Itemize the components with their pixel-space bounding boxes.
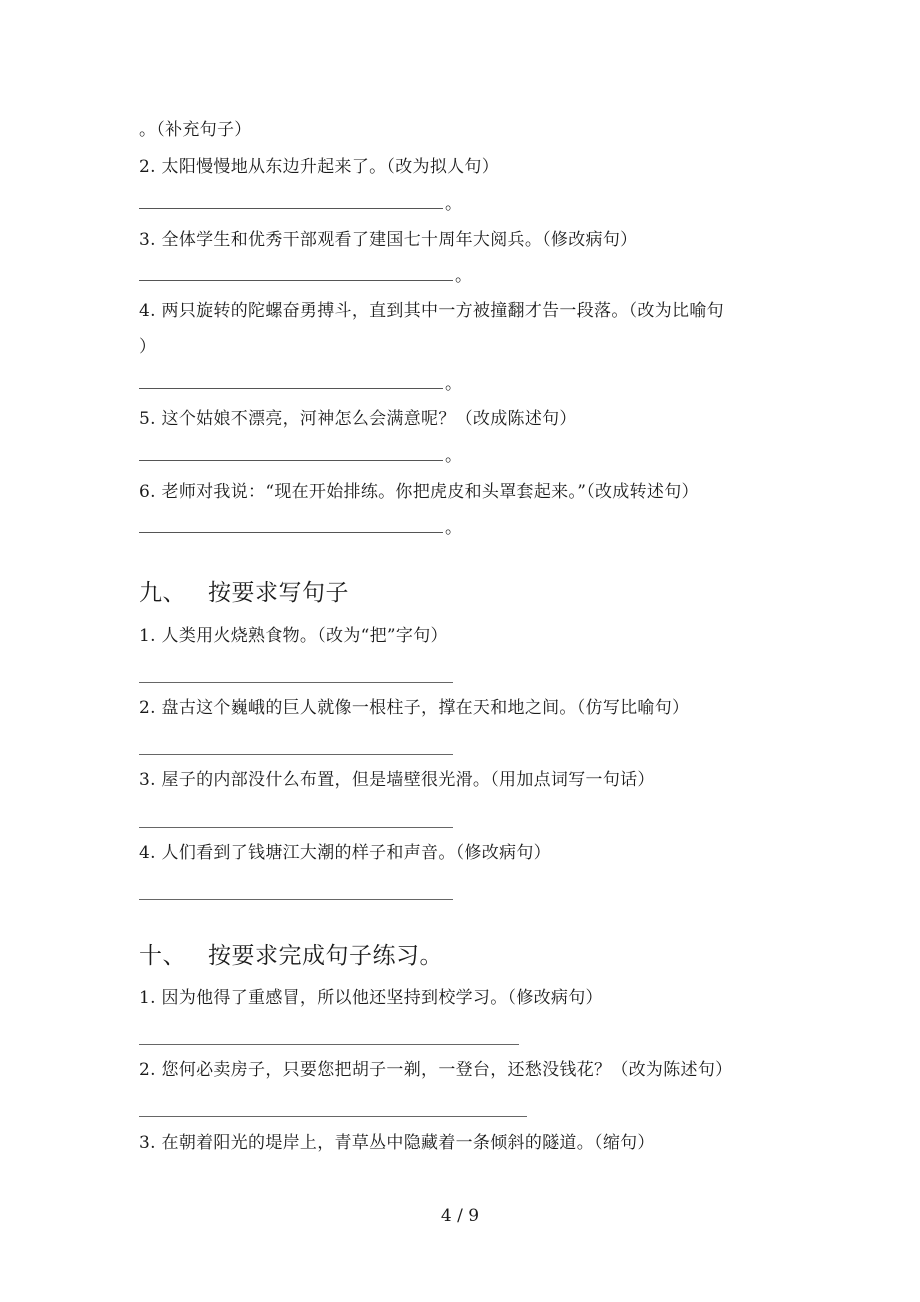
- answer-line-2[interactable]: [139, 192, 462, 216]
- section-title: 按要求完成句子练习。: [208, 943, 443, 969]
- answer-blank-9-2[interactable]: [139, 754, 453, 755]
- question-9-1: 1. 人类用火烧熟食物。（改为“把”字句）: [139, 626, 448, 646]
- question-4: 4. 两只旋转的陀螺奋勇搏斗，直到其中一方被撞翻才告一段落。（改为比喻句: [139, 301, 724, 321]
- section-title: 按要求写句子: [208, 580, 349, 606]
- question-4-wrap: ）: [139, 337, 157, 357]
- answer-line-5[interactable]: [139, 444, 462, 468]
- answer-period: 。: [445, 194, 462, 214]
- section-number: 九、: [139, 580, 186, 606]
- question-9-2: 2. 盘古这个巍峨的巨人就像一根柱子，撑在天和地之间。（仿写比喻句）: [139, 698, 690, 718]
- question-9-3: 3. 屋子的内部没什么布置，但是墙壁很光滑。（用加点词写一句话）: [139, 770, 655, 790]
- answer-blank-9-4[interactable]: [139, 899, 453, 900]
- answer-blank-10-1[interactable]: [139, 1044, 519, 1045]
- answer-blank-9-1[interactable]: [139, 682, 453, 683]
- answer-blank-10-2[interactable]: [139, 1116, 527, 1117]
- question-10-2: 2. 您何必卖房子，只要您把胡子一剃，一登台，还愁没钱花？（改为陈述句）: [139, 1060, 733, 1080]
- question-9-4: 4. 人们看到了钱塘江大潮的样子和声音。（修改病句）: [139, 843, 551, 863]
- answer-blank-9-3[interactable]: [139, 827, 453, 828]
- question-3: 3. 全体学生和优秀干部观看了建国七十周年大阅兵。（修改病句）: [139, 230, 638, 250]
- answer-line-4[interactable]: [139, 372, 462, 396]
- answer-rule: [139, 372, 443, 389]
- answer-period: 。: [445, 518, 462, 538]
- question-10-3: 3. 在朝着阳光的堤岸上，青草丛中隐藏着一条倾斜的隧道。（缩句）: [139, 1133, 655, 1153]
- question-6: 6. 老师对我说：“现在开始排练。你把虎皮和头罩套起来。”（改成转述句）: [139, 482, 699, 502]
- question-2: 2. 太阳慢慢地从东边升起来了。（改为拟人句）: [139, 157, 500, 177]
- answer-rule: [139, 192, 443, 209]
- section-heading-9: [139, 578, 349, 608]
- question-continuation: 。（补充句子）: [139, 120, 252, 140]
- answer-period: 。: [455, 266, 472, 286]
- answer-rule: [139, 444, 443, 461]
- page-number: 4 / 9: [440, 1206, 480, 1226]
- answer-line-6[interactable]: [139, 516, 462, 540]
- section-number: 十、: [139, 943, 186, 969]
- answer-line-3[interactable]: [139, 264, 472, 288]
- answer-rule: [139, 516, 443, 533]
- answer-period: 。: [445, 374, 462, 394]
- answer-period: 。: [445, 446, 462, 466]
- section-heading-10: [139, 941, 443, 971]
- question-5: 5. 这个姑娘不漂亮，河神怎么会满意呢？（改成陈述句）: [139, 409, 577, 429]
- answer-rule: [139, 264, 453, 281]
- question-10-1: 1. 因为他得了重感冒，所以他还坚持到校学习。（修改病句）: [139, 988, 603, 1008]
